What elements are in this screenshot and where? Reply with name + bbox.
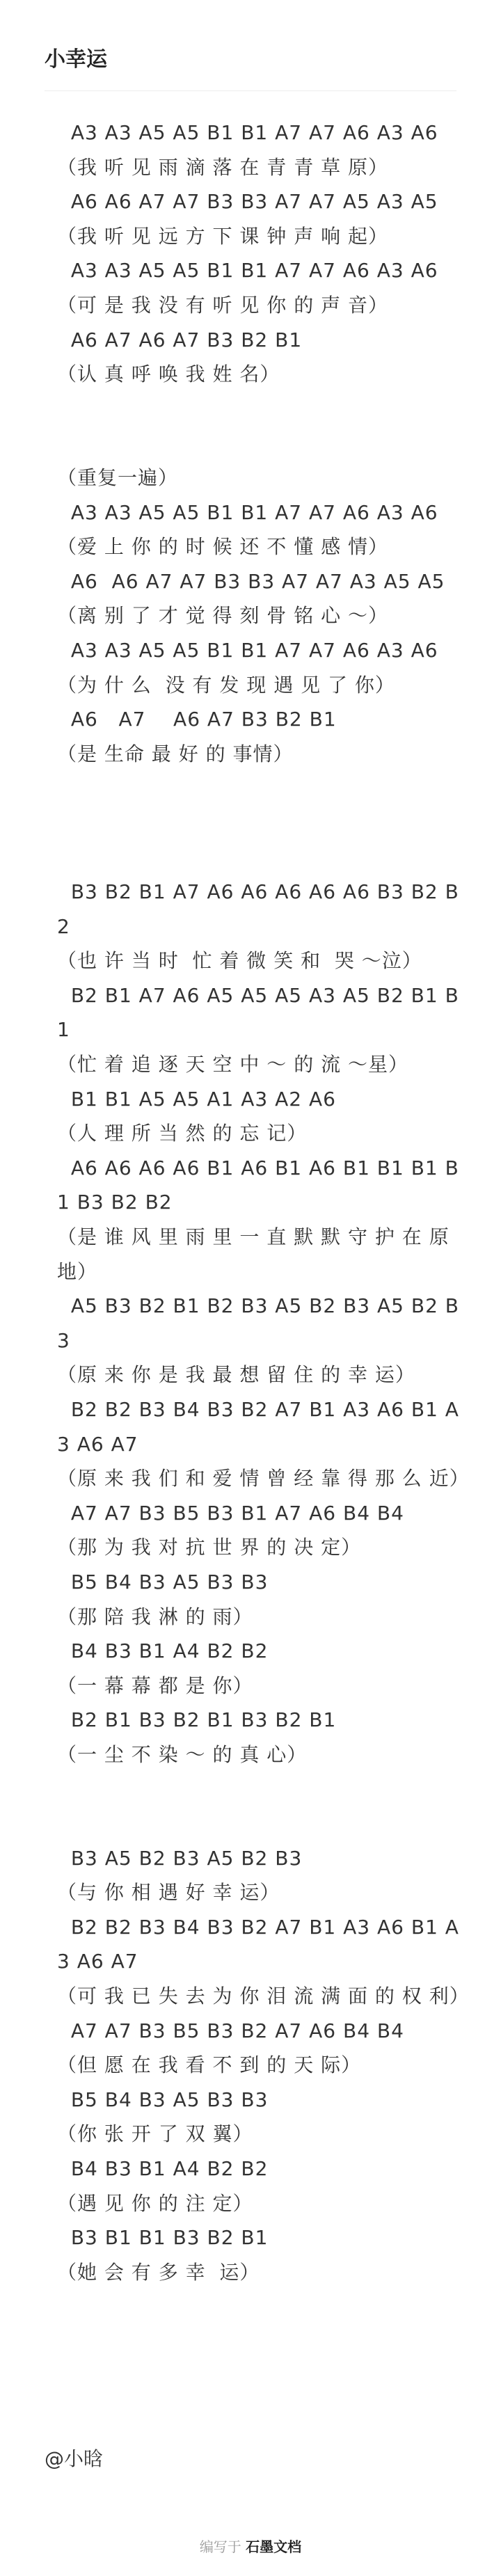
text-line: B2 B2 B3 B4 B3 B2 A7 B1 A3 A6 B1 A3 A6 A7 — [57, 1397, 459, 1456]
text-line: （认 真 呼 唤 我 姓 名） — [57, 363, 280, 386]
document-body — [57, 116, 468, 2289]
text-line: B1 B1 A5 A5 A1 A3 A2 A6 — [57, 1087, 336, 1111]
text-line: B4 B3 B1 A4 B2 B2 — [57, 1639, 269, 1663]
title-divider — [45, 90, 456, 91]
text-line: （那 陪 我 淋 的 雨） — [57, 1605, 253, 1628]
text-line: （重复一遍） — [57, 466, 179, 489]
text-line: B3 B1 B1 B3 B2 B1 — [57, 2226, 269, 2250]
text-line: （遇 见 你 的 注 定） — [57, 2191, 253, 2215]
text-line: A3 A3 A5 A5 B1 B1 A7 A7 A6 A3 A6 — [57, 500, 438, 524]
document-title: 小幸运 — [45, 47, 107, 72]
blank-line — [57, 771, 468, 806]
text-line: （一 幕 幕 都 是 你） — [57, 1673, 253, 1697]
text-line: （与 你 相 遇 好 幸 运） — [57, 1881, 280, 1905]
text-line: （为 什 么 没 有 发 现 遇 见 了 你） — [57, 673, 395, 697]
text-line: A7 A7 B3 B5 B3 B2 A7 A6 B4 B4 — [57, 2019, 404, 2042]
text-line: （你 张 开 了 双 翼） — [57, 2122, 253, 2146]
text-line: （原 来 你 是 我 最 想 留 住 的 幸 运） — [57, 1363, 415, 1387]
text-line: B5 B4 B3 A5 B3 B3 — [57, 1570, 269, 1593]
blank-line — [57, 1772, 468, 1807]
text-line: （是 谁 风 里 雨 里 一 直 默 默 守 护 在 原 地） — [57, 1225, 456, 1283]
text-line: B4 B3 B1 A4 B2 B2 — [57, 2157, 269, 2181]
text-line: A6 A6 A7 A7 B3 B3 A7 A7 A3 A5 A5 — [57, 569, 445, 593]
text-line: （也 许 当 时 忙 着 微 笑 和 哭 ～泣） — [57, 949, 422, 973]
text-line: （但 愿 在 我 看 不 到 的 天 际） — [57, 2053, 362, 2077]
footer-prefix: 编写于 — [199, 2538, 241, 2555]
text-line: （我 听 见 雨 滴 落 在 青 青 草 原） — [57, 155, 389, 179]
text-line: B2 B2 B3 B4 B3 B2 A7 B1 A3 A6 B1 A3 A6 A7 — [57, 1915, 459, 1973]
text-line: A3 A3 A5 A5 B1 B1 A7 A7 A6 A3 A6 — [57, 121, 438, 144]
text-line: A3 A3 A5 A5 B1 B1 A7 A7 A6 A3 A6 — [57, 259, 438, 283]
text-line: （爱 上 你 的 时 候 还 不 懂 感 情） — [57, 535, 389, 559]
text-line: （可 是 我 没 有 听 见 你 的 声 音） — [57, 293, 389, 317]
text-line: （原 来 我 们 和 爱 情 曾 经 靠 得 那 么 近） — [57, 1467, 470, 1490]
text-line: （离 别 了 才 觉 得 刻 骨 铭 心 ～） — [57, 604, 389, 628]
text-line: B3 B2 B1 A7 A6 A6 A6 A6 A6 B3 B2 B2 — [57, 880, 459, 938]
document-header — [0, 0, 501, 92]
text-line: B5 B4 B3 A5 B3 B3 — [57, 2088, 269, 2111]
text-line: （是 生命 最 好 的 事情） — [57, 742, 294, 765]
text-line: （她 会 有 多 幸 运） — [57, 2260, 260, 2284]
text-line: （人 理 所 当 然 的 忘 记） — [57, 1122, 308, 1145]
text-line: （我 听 见 远 方 下 课 钟 声 响 起） — [57, 224, 389, 248]
text-line: （忙 着 追 逐 天 空 中 ～ 的 流 ～星） — [57, 1053, 409, 1076]
blank-line — [57, 392, 468, 427]
blank-line — [57, 426, 468, 461]
text-line: B2 B1 A7 A6 A5 A5 A5 A3 A5 B2 B1 B1 — [57, 983, 459, 1042]
footer — [0, 2536, 501, 2556]
text-line: A6 A6 A7 A7 B3 B3 A7 A7 A5 A3 A5 — [57, 190, 438, 214]
text-line: （那 为 我 对 抗 世 界 的 决 定） — [57, 1536, 362, 1559]
text-line: A6 A6 A6 A6 B1 A6 B1 A6 B1 B1 B1 B1 B3 B2 B2 — [57, 1156, 459, 1214]
blank-line — [57, 840, 468, 875]
text-line: A6 A7 A6 A7 B3 B2 B1 — [57, 708, 337, 731]
text-line: （一 尘 不 染 ～ 的 真 心） — [57, 1742, 308, 1766]
text-line: A7 A7 B3 B5 B3 B1 A7 A6 B4 B4 — [57, 1501, 404, 1525]
text-line: B3 A5 B2 B3 A5 B2 B3 — [57, 1846, 303, 1870]
text-line: B2 B1 B3 B2 B1 B3 B2 B1 — [57, 1708, 337, 1732]
author-signature: @小晗 — [45, 2447, 104, 2470]
footer-brand[interactable]: 石墨文档 — [246, 2538, 302, 2555]
text-line: A5 B3 B2 B1 B2 B3 A5 B2 B3 A5 B2 B3 — [57, 1294, 460, 1352]
blank-line — [57, 806, 468, 841]
text-line: （可 我 已 失 去 为 你 泪 流 满 面 的 权 利） — [57, 1985, 470, 2008]
text-line: A6 A7 A6 A7 B3 B2 B1 — [57, 328, 303, 351]
blank-line — [57, 1806, 468, 1841]
text-line: A3 A3 A5 A5 B1 B1 A7 A7 A6 A3 A6 — [57, 638, 438, 662]
